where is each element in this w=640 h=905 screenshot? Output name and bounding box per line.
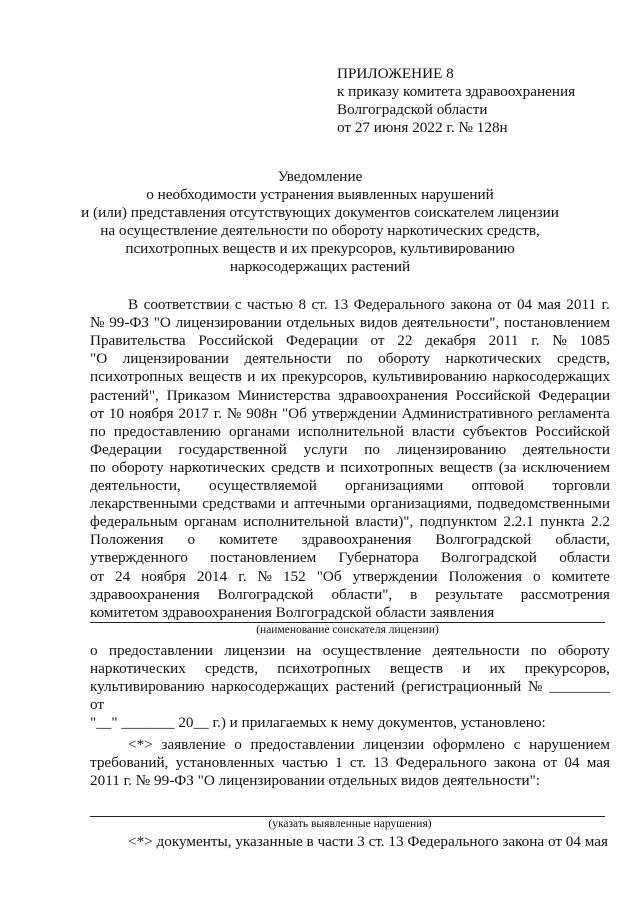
text-line: "__" _______ 20__ г.) и прилагаемых к нему документов, установлено: [90,714,546,731]
title-line: психотропных веществ и их прекурсоров, культивированию [125,240,515,257]
appendix-number: ПРИЛОЖЕНИЕ 8 [337,65,454,82]
text-line: <*> заявление о предоставлении лицензии оформлено с нарушением [128,736,610,753]
text-line: комитетом здравоохранения Волгоградской области заявления [90,603,495,621]
text-line: от [90,696,105,713]
violations-line [90,816,605,817]
violations-caption: (указать выявленные нарушения) [268,818,432,830]
text-line: деятельности, осуществляемой организациями оптовой торговли [90,477,610,494]
text-line: по предоставлению органами исполнительной власти субъектов Российской [90,422,610,440]
title-line: о необходимости устранения выявленных нарушений [146,186,494,203]
text-line: от 24 ноября 2014 г. № 152 "Об утверждении Положения о комитете [90,567,610,585]
title-line: на осуществление деятельности по обороту наркотических средств, [100,222,540,239]
text-line: № 99-ФЗ "О лицензировании отдельных видов деятельности", постановлением [90,314,610,332]
text-line: лекарственными средствами и аптечными организациями, подведомственными [90,495,610,513]
applicant-name-line [90,622,605,623]
text-line: 2011 г. № 99-ФЗ "О лицензировании отдельных видов деятельности": [90,772,541,789]
text-line: наркотических средств, психотропных веществ и их прекурсоров, [90,660,610,677]
text-line: "О лицензировании деятельности по обороту наркотических средств, [90,350,610,368]
document-title: Уведомление [277,168,363,185]
text-line: федеральным органам исполнительной власти)", подпунктом 2.2.1 пункта 2.2 [90,513,610,531]
text-line: Правительства Российской Федерации от 22 декабря 2011 г. № 1085 [90,332,610,350]
text-line: психотропных веществ и их прекурсоров, культивированию наркосодержащих [90,368,610,386]
text-line: В соответствии с частью 8 ст. 13 Федерального закона от 04 мая 2011 г. [128,296,610,313]
applicant-name-caption: (наименование соискателя лицензии) [256,624,439,636]
order-date: от 27 июня 2022 г. № 128н [337,119,508,136]
missing-documents-line: <*> документы, указанные в части 3 ст. 13 Федерального закона от 04 мая [128,833,608,850]
text-line: о предоставлении лицензии на осуществление деятельности по обороту [90,642,610,659]
text-line: требований, установленных частью 1 ст. 13 Федерального закона от 04 мая [90,754,610,771]
order-reference: к приказу комитета здравоохранения [337,83,576,100]
text-line: утвержденного постановлением Губернатора Волгоградской области [90,549,610,567]
title-line: наркосодержащих растений [229,258,411,275]
text-line: растений", Приказом Министерства здравоохранения Российской Федерации [90,386,610,404]
text-line: культивированию наркосодержащих растений (регистрационный № ________ [90,678,610,695]
text-line: Положения о комитете здравоохранения Волгоградской области, [90,531,610,549]
text-line: здравоохранения Волгоградской области", в результате рассмотрения [90,585,610,603]
title-line: и (или) представления отсутствующих документов соискателем лицензии [81,204,559,221]
text-line: Федерации государственной услуги по лицензированию деятельности [90,440,610,458]
region-name: Волгоградской области [337,101,488,118]
text-line: по обороту наркотических средств и психотропных веществ (за исключением [90,458,610,476]
text-line: от 10 ноября 2017 г. № 908н "Об утверждении Административного регламента [90,404,610,422]
